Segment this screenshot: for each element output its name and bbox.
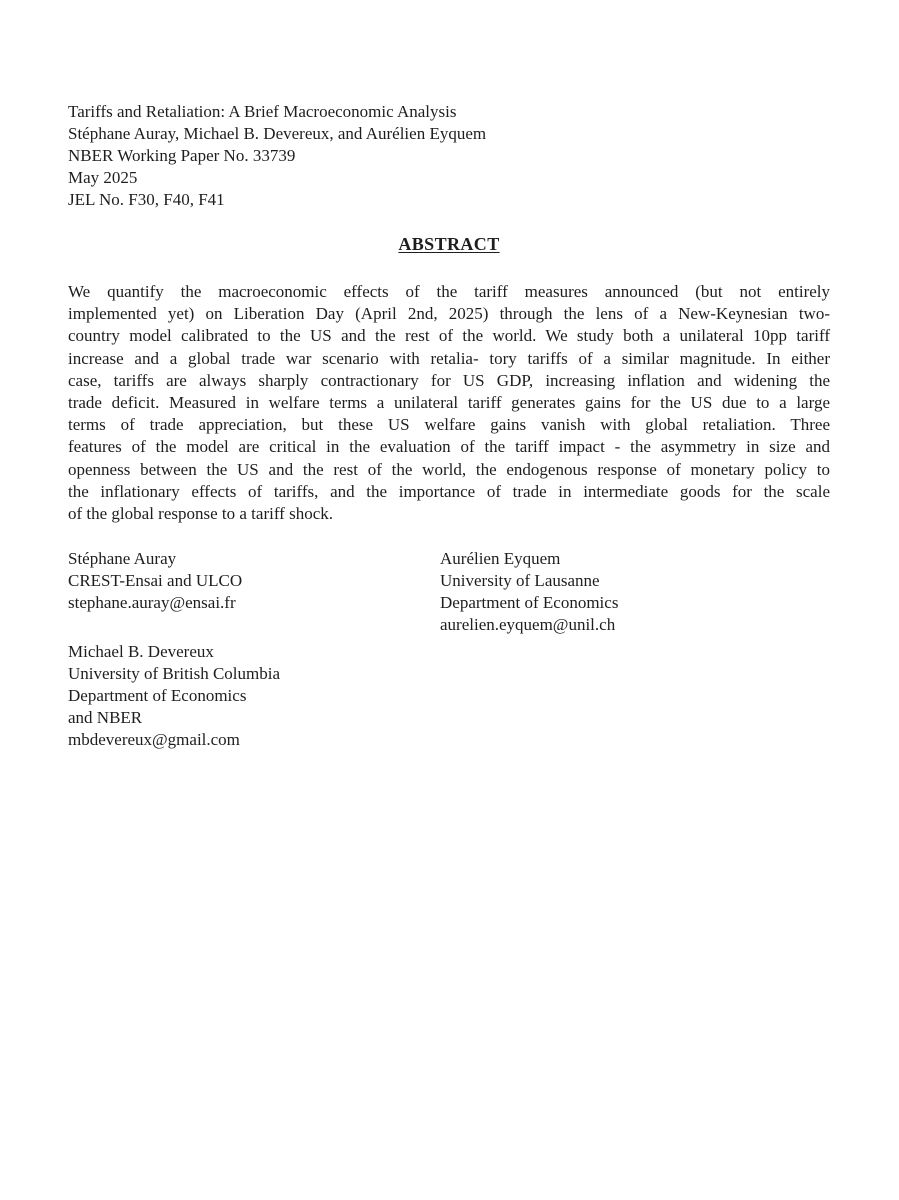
text-line: We quantify the macroeconomic effects of the tariff measures announced (but not entirely	[68, 282, 830, 301]
text-line: Stéphane Auray, Michael B. Devereux, and Aurélien Eyquem	[68, 124, 487, 143]
paper-header-block	[68, 101, 830, 211]
text-line: Department of Economics	[440, 593, 619, 612]
text-line: NBER Working Paper No. 33739	[68, 146, 296, 165]
text-line: country model calibrated to the US and the rest of the world. We study both a unilateral 10pp tariff	[68, 326, 830, 346]
text-line: JEL No. F30, F40, F41	[68, 190, 225, 209]
text-line: openness between the US and the rest of the world, the endogenous response of monetary policy to	[68, 459, 830, 479]
text-line: University of British Columbia	[68, 664, 281, 683]
text-line: mbdevereux@gmail.com	[68, 730, 240, 749]
text-line: case, tariffs are always sharply contractionary for US GDP, increasing inflation and widening the	[68, 370, 830, 390]
text-line: the inflationary effects of tariffs, and the importance of trade in intermediate goods for the scale	[68, 481, 830, 501]
text-line: CREST-Ensai and ULCO	[68, 571, 243, 590]
text-line: May 2025	[68, 168, 138, 187]
author-block-devereux	[68, 641, 280, 751]
author-block-auray	[68, 548, 242, 614]
text-line: University of Lausanne	[440, 571, 600, 590]
abstract-heading: ABSTRACT	[398, 234, 500, 254]
text-line: features of the model are critical in the evaluation of the tariff impact - the asymmetry in size and	[68, 437, 830, 457]
text-line: and NBER	[68, 708, 143, 727]
text-line: stephane.auray@ensai.fr	[68, 593, 236, 612]
text-line: terms of trade appreciation, but these US welfare gains vanish with global retaliation. Three	[68, 415, 830, 435]
text-line: increase and a global trade war scenario with retalia- tory tariffs of a similar magnitude. In either	[68, 348, 830, 368]
text-line: aurelien.eyquem@unil.ch	[440, 615, 616, 634]
text-line: Michael B. Devereux	[68, 642, 214, 661]
text-line: implemented yet) on Liberation Day (April 2nd, 2025) through the lens of a New-Keynesian two-	[68, 304, 830, 324]
abstract-text	[68, 281, 830, 525]
text-line: of the global response to a tariff shock.	[68, 504, 334, 524]
author-block-eyquem	[440, 548, 618, 636]
text-line: Department of Economics	[68, 686, 247, 705]
text-line: Tariffs and Retaliation: A Brief Macroeconomic Analysis	[68, 102, 457, 121]
text-line: Aurélien Eyquem	[440, 549, 561, 568]
text-line: Stéphane Auray	[68, 549, 177, 568]
text-line: trade deficit. Measured in welfare terms a unilateral tariff generates gains for the US due to a large	[68, 393, 830, 413]
